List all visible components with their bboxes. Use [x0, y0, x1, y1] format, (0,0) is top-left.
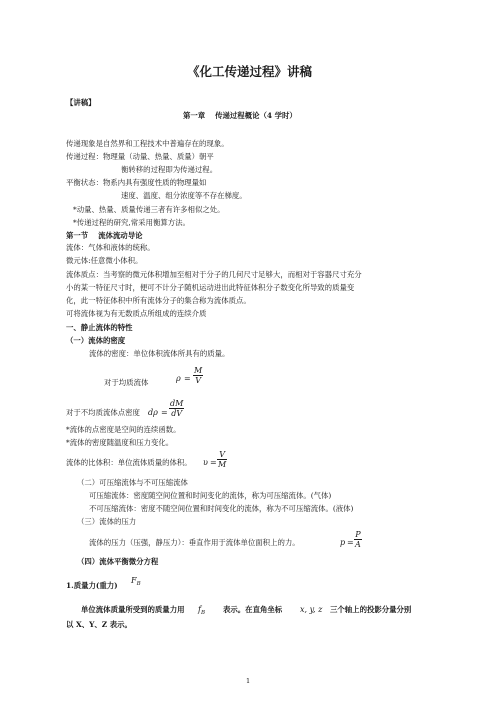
fraction-denominator: A: [355, 540, 361, 549]
fraction-denominator: M: [218, 460, 227, 469]
mass-force-symbol: [131, 576, 141, 589]
intro-line-7: *传递过程的研究,常采用衡算方法。: [73, 218, 190, 227]
subscript-B: B: [136, 581, 141, 587]
formula-p: p: [340, 538, 346, 547]
formula-rho: ρ: [176, 374, 181, 383]
page-number: 1: [246, 677, 251, 685]
fluid-def-3: 流体质点：当考察的微元体积增加至相对于分子的几何尺寸足够大，而相对于容器尺寸充分: [66, 270, 362, 279]
heading-pressure: （三）流体的压力: [77, 517, 137, 526]
intro-line-1: 传递现象是自然界和工程技术中普遍存在的现象。: [66, 139, 229, 148]
intro-line-4: 平衡状态：物系内具有强度性质的物理量如: [66, 178, 207, 187]
fluid-def-6: 可将流体视为有无数质点所组成的连续介质: [66, 309, 207, 318]
specific-volume-fraction: [217, 450, 227, 469]
specific-volume-label: 流体的比体积：单位流体质量的体积。: [66, 458, 192, 467]
section-heading: 第一节 流体流动导论: [66, 231, 143, 240]
formula-d-rho: dρ: [148, 408, 158, 417]
compressible-fluid-def: 可压缩流体：密度随空间位置和时间变化的流体，称为可压缩流体。(气体): [89, 491, 332, 500]
fraction-numerator: V: [217, 450, 227, 460]
mass-force-text-a: 单位流体质量所受到的质量力用: [81, 605, 185, 614]
mass-force-heading: 1.质量力(重力): [66, 581, 118, 590]
uniform-fluid-label: 对于均质流体: [104, 378, 149, 387]
symbol-f: f: [198, 605, 201, 614]
section-tag: 【讲稿】: [66, 98, 96, 107]
fluid-def-2: 微元体:任意微小体积。: [66, 256, 143, 265]
fluid-def-5: 化，此一特征体积中所有流体分子的集合称为流体质点。: [66, 296, 251, 305]
fraction-numerator: dM: [170, 399, 184, 408]
nonuniform-fluid-label: 对于不均质流体点密度: [66, 408, 140, 417]
formula-equals-2: =: [161, 408, 168, 417]
fraction-denominator: dV: [171, 409, 183, 418]
density-note-1: *流体的点密度是空间的连续函数。: [66, 425, 181, 434]
fluid-def-4: 小的某一特征尺寸时，便可不计分子随机运动进出此特征体积分子数变化所导致的质量变: [66, 283, 355, 292]
fraction-numerator: M: [194, 366, 203, 375]
fluid-def-1: 流体：气体和液体的统称。: [66, 243, 155, 252]
document-title: 《化工传递过程》讲稿: [187, 64, 313, 79]
heading-equilibrium-equation: （四）流体平衡微分方程: [77, 557, 159, 566]
pressure-fraction: [354, 530, 362, 549]
mass-force-text-b: 表示。在直角坐标: [223, 605, 283, 614]
incompressible-fluid-def: 不可压缩流体：密度不随空间位置和时间变化的流体，称为不可压缩流体。(液体): [89, 504, 354, 513]
intro-line-6: *动量、热量、质量传递三者有许多相似之处。: [73, 205, 225, 214]
intro-line-3: 衡转移的过程即为传递过程。: [121, 165, 218, 174]
density-note-2: *流体的密度随温度和压力变化。: [66, 438, 174, 447]
mass-force-f-symbol: [198, 605, 205, 618]
subscript-B: B: [200, 610, 206, 616]
heading-compressibility: （二）可压缩流体与不可压缩流体: [77, 478, 188, 487]
formula-equals-3: =: [210, 458, 217, 467]
point-density-fraction: [169, 399, 184, 418]
heading-static-fluid: 一、静止流体的特性: [66, 323, 133, 332]
formula-equals-4: =: [347, 538, 354, 547]
formula-equals: =: [184, 374, 191, 383]
symbol-F: F: [131, 576, 137, 585]
coordinate-xyz: x, y, z: [300, 605, 323, 614]
chapter-heading: 第一章 传递过程概论（4 学时）: [183, 111, 297, 120]
intro-line-2: 传递过程：物理量（动量、热量、质量）朝平: [66, 152, 214, 161]
mass-force-text-c: 三个轴上的投影分量分别: [330, 605, 412, 614]
density-definition: 流体的密度：单位体积流体所具有的质量。: [89, 349, 230, 358]
heading-density: （一）流体的密度: [66, 336, 126, 345]
density-fraction: [193, 366, 203, 385]
intro-line-5: 速度、温度、组分浓度等不存在梯度。: [121, 191, 247, 200]
pressure-definition: 流体的压力（压强，静压力）：垂直作用于流体单位面积上的力。: [89, 538, 300, 547]
fraction-denominator: V: [195, 376, 201, 385]
mass-force-text-d: 以 X、Y、Z 表示。: [66, 620, 132, 629]
fraction-numerator: P: [355, 530, 361, 539]
formula-upsilon: υ: [203, 458, 208, 467]
